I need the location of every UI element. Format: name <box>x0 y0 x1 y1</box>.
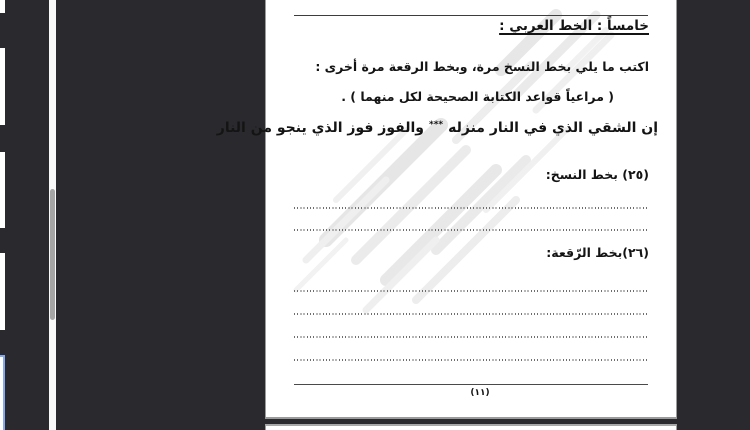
page-thumbnail-edge-selected[interactable] <box>0 355 5 430</box>
answer-dotted-line <box>294 313 647 315</box>
answer-dotted-line <box>294 229 647 231</box>
instruction-line-1: اكتب ما يلي بخط النسخ مرة، وبخط الرقعة مرة أخرى : <box>315 59 649 74</box>
verse-first-hemistich: إن الشقي الذي في النار منزله <box>448 120 658 136</box>
page-thumbnail-edge[interactable] <box>0 48 5 125</box>
question-26-label: (٢٦)بخط الرّقعة: <box>546 245 649 260</box>
horizontal-rule-top <box>294 15 648 16</box>
answer-dotted-line <box>294 336 647 338</box>
page-thumbnail-edge[interactable] <box>0 253 5 330</box>
sidebar-scrollbar-track[interactable] <box>49 0 56 430</box>
verse-line <box>217 120 658 136</box>
instruction-line-2: ( مراعياً قواعد الكتابة الصحيحة لكل منهما ) . <box>341 89 614 104</box>
next-page-edge <box>265 424 677 430</box>
answer-dotted-line <box>294 207 647 209</box>
document-page <box>216 0 677 419</box>
answer-dotted-line <box>294 290 647 292</box>
verse-second-hemistich: والفوز فوز الذي ينجو من النار <box>216 120 424 136</box>
page-thumbnail-edge[interactable] <box>0 152 5 228</box>
question-25-label: (٢٥) بخط النسخ: <box>545 167 649 182</box>
answer-dotted-line <box>294 359 647 361</box>
page-number-label: (١١) <box>470 388 490 398</box>
page-thumbnail-edge[interactable] <box>0 0 5 13</box>
horizontal-rule-bottom <box>294 384 648 385</box>
verse-separator: *** <box>428 120 444 130</box>
sidebar-scrollbar-thumb[interactable] <box>50 189 55 320</box>
section-title: خامساً : الخط العربي : <box>499 18 649 34</box>
